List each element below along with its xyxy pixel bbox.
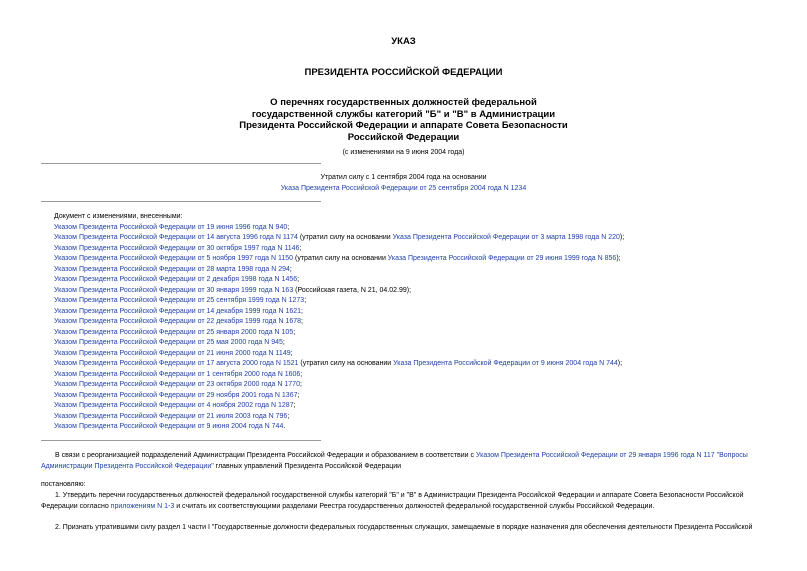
divider bbox=[41, 440, 321, 441]
repeal-link[interactable]: Указа Президента Российской Федерации от 3 марта 1998 года N 220 bbox=[392, 234, 620, 241]
amendment-link[interactable]: Указом Президента Российской Федерации от 9 июня 2004 года N 744 bbox=[54, 423, 284, 430]
amendment-link[interactable]: Указом Президента Российской Федерации от 23 октября 2000 года N 1770 bbox=[54, 381, 300, 388]
amendment-link[interactable]: Указом Президента Российской Федерации от 25 сентября 1999 года N 1273 bbox=[54, 297, 305, 304]
list-item-suffix: ; bbox=[287, 223, 290, 231]
decree-117-link[interactable]: Указом Президента Российской Федерации от 29 января 1996 года N 117 "Вопросы Администрации Президента Российской Федерации" bbox=[41, 452, 748, 470]
list-item-suffix: (Российская газета, N 21, 04.02.99); bbox=[293, 286, 412, 294]
issuer-heading: ПРЕЗИДЕНТА РОССИЙСКОЙ ФЕДЕРАЦИИ bbox=[304, 67, 503, 78]
subtitle-line: Президента Российской Федерации и аппарате Совета Безопасности bbox=[239, 120, 568, 131]
list-item-suffix: ; bbox=[282, 339, 285, 346]
amended-note: (с изменениями на 9 июня 2004 года) bbox=[342, 149, 465, 156]
list-item bbox=[54, 328, 624, 339]
divider bbox=[41, 163, 321, 164]
amendment-link[interactable]: Указом Президента Российской Федерации от 30 января 1999 года N 163 bbox=[54, 286, 294, 294]
list-item bbox=[54, 296, 624, 307]
list-item-suffix: ); bbox=[616, 255, 621, 262]
amendment-link[interactable]: Указом Президента Российской Федерации от 25 января 2000 года N 105 bbox=[54, 328, 294, 336]
list-item bbox=[54, 391, 624, 402]
amendment-link[interactable]: Указом Президента Российской Федерации от 30 октября 1997 года N 1146 bbox=[54, 244, 300, 252]
list-item-suffix: ); bbox=[619, 234, 625, 241]
validity-line-link-wrap bbox=[0, 185, 807, 192]
amendment-link[interactable]: Указом Президента Российской Федерации от 17 августа 2000 года N 1521 bbox=[54, 360, 299, 367]
repeal-decree-link[interactable]: Указа Президента Российской Федерации от 25 сентября 2004 года N 1234 bbox=[280, 185, 527, 192]
list-item-suffix: ; bbox=[301, 318, 303, 325]
list-item bbox=[54, 349, 624, 360]
list-item-suffix: ; bbox=[287, 412, 290, 420]
list-item-suffix: ; bbox=[289, 265, 292, 273]
list-item bbox=[54, 233, 624, 244]
amendment-link[interactable]: Указом Президента Российской Федерации от 28 марта 1998 года N 294 bbox=[54, 265, 290, 273]
validity-line: Утратил силу с 1 сентября 2004 года на основании bbox=[320, 174, 487, 181]
document-subtitle bbox=[0, 97, 807, 143]
amendment-link[interactable]: Указом Президента Российской Федерации от 4 ноября 2002 года N 1287 bbox=[54, 402, 294, 409]
list-item-suffix: ); bbox=[617, 360, 623, 367]
list-item-suffix: ; bbox=[297, 391, 300, 399]
list-item-suffix: ; bbox=[290, 349, 293, 357]
list-item bbox=[54, 286, 624, 297]
resolution-word: постановляю: bbox=[41, 481, 86, 488]
amendment-link[interactable]: Указом Президента Российской Федерации от 2 декабря 1998 года N 1456 bbox=[54, 276, 298, 283]
amendment-link[interactable]: Указом Президента Российской Федерации от 14 декабря 1999 года N 1621 bbox=[54, 307, 302, 315]
repeal-link[interactable]: Указа Президента Российской Федерации от 9 июня 2004 года N 744 bbox=[393, 360, 618, 367]
preamble-text-end: главных управлений Президента Российской Федерации bbox=[213, 462, 402, 470]
subtitle-line: Российской Федерации bbox=[347, 131, 460, 143]
preamble-text: В связи с реорганизацией подразделений Администрации Президента Российской Федерации и образованием в соответствии с bbox=[55, 452, 476, 459]
list-item-suffix: ; bbox=[297, 276, 300, 283]
repeal-link[interactable]: Указа Президента Российской Федерации от 29 июня 1999 года N 856 bbox=[387, 255, 617, 262]
list-item bbox=[54, 359, 624, 370]
list-item-note: (утратил силу на основании bbox=[293, 255, 388, 262]
divider bbox=[41, 201, 321, 202]
amendment-link[interactable]: Указом Президента Российской Федерации от 5 ноября 1997 года N 1150 bbox=[54, 255, 294, 262]
subtitle-line: государственной службы категорий "Б" и "В" в Администрации bbox=[251, 108, 556, 120]
list-item-suffix: ; bbox=[293, 328, 296, 336]
list-item bbox=[54, 254, 624, 265]
list-item-suffix: ; bbox=[293, 402, 296, 409]
list-item-suffix: . bbox=[283, 423, 286, 430]
doc-type-heading: УКАЗ bbox=[391, 36, 416, 47]
amendment-link[interactable]: Указом Президента Российской Федерации от 14 августа 1996 года N 1174 bbox=[54, 234, 298, 241]
list-item-suffix: ; bbox=[299, 244, 302, 252]
clause-1-text: 1. Утвердить перечни государственных должностей федеральной государственной службы категорий "Б" и "В" в Администрации Президента Российской Федерации и аппарате Совета Безопасности Российской Федерации согласно bbox=[41, 492, 744, 510]
list-item-suffix: ; bbox=[300, 370, 303, 378]
list-item-suffix: ; bbox=[299, 381, 302, 388]
list-item bbox=[54, 401, 624, 412]
amendment-link[interactable]: Указом Президента Российской Федерации от 25 мая 2000 года N 945 bbox=[54, 339, 283, 346]
list-item bbox=[54, 412, 624, 423]
list-item bbox=[54, 244, 624, 255]
amendment-link[interactable]: Указом Президента Российской Федерации от 21 июля 2003 года N 796 bbox=[54, 412, 288, 420]
list-item bbox=[54, 338, 624, 349]
list-item-note: (утратил силу на основании bbox=[298, 360, 394, 367]
list-item bbox=[54, 265, 624, 276]
clause-1-text-end: и считать их соответствующими разделами Реестра государственных должностей федеральной государственной службы Российской Федерации. bbox=[174, 502, 655, 510]
list-item bbox=[54, 380, 624, 391]
list-item bbox=[54, 370, 624, 381]
amendments-intro: Документ с изменениями, внесенными: bbox=[54, 213, 183, 220]
list-item-note: (утратил силу на основании bbox=[297, 234, 393, 241]
list-item-suffix: ; bbox=[301, 307, 303, 315]
amendment-link[interactable]: Указом Президента Российской Федерации от 1 сентября 2000 года N 1606 bbox=[54, 370, 301, 378]
list-item bbox=[54, 317, 624, 328]
amendment-link[interactable]: Указом Президента Российской Федерации от 21 июня 2000 года N 1149 bbox=[54, 349, 291, 357]
list-item bbox=[54, 275, 624, 286]
list-item-suffix: ; bbox=[304, 297, 307, 304]
list-item bbox=[54, 422, 624, 433]
amendments-list bbox=[54, 212, 624, 433]
list-item bbox=[54, 307, 624, 318]
amendment-link[interactable]: Указом Президента Российской Федерации от 22 декабря 1999 года N 1678 bbox=[54, 318, 302, 325]
clause-1-paragraph bbox=[41, 491, 771, 512]
clause-2-paragraph: 2. Признать утратившими силу раздел 1 части I "Государственные должности федеральных государственных служащих, замещаемые в порядке назначения для обеспечения деятельности Президента Российской bbox=[55, 524, 753, 531]
appendices-link[interactable]: приложениям N 1-3 bbox=[110, 502, 175, 510]
amendment-link[interactable]: Указом Президента Российской Федерации от 19 июня 1996 года N 940 bbox=[54, 223, 288, 231]
list-item bbox=[54, 223, 624, 234]
amendment-link[interactable]: Указом Президента Российской Федерации от 29 ноября 2001 года N 1367 bbox=[54, 391, 298, 399]
subtitle-line: О перечнях государственных должностей федеральной bbox=[270, 97, 537, 108]
preamble-paragraph bbox=[41, 451, 771, 472]
